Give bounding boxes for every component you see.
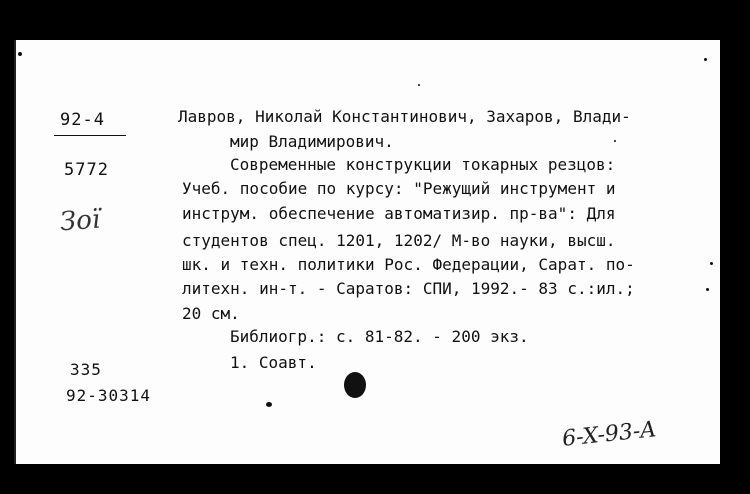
scan-speck	[18, 52, 22, 56]
body-line-9: 20 см.	[182, 304, 240, 323]
body-line-6: студентов спец. 1201, 1202/ М-во науки, высш.	[182, 231, 616, 250]
scan-speck	[710, 262, 713, 265]
catalog-card	[14, 40, 720, 464]
scan-speck	[614, 140, 616, 142]
body-line-10: Библиогр.: с. 81-82. - 200 экз.	[230, 327, 529, 346]
body-line-4: Учеб. пособие по курсу: "Режущий инструмент и	[182, 179, 616, 198]
scan-speck	[266, 402, 272, 407]
bottom-code-1: 335	[70, 360, 102, 379]
body-line-5: инструм. обеспечение автоматизир. пр-ва": Для	[182, 204, 616, 223]
scan-speck	[704, 58, 707, 61]
scan-speck	[418, 84, 420, 86]
call-number-divider	[54, 135, 126, 136]
scan-speck	[344, 372, 366, 398]
call-number-2: 5772	[64, 160, 109, 180]
body-line-3: Современные конструкции токарных резцов:	[230, 155, 616, 174]
handwritten-date: 6-X-93-A	[560, 417, 658, 452]
body-line-2: мир Владимирович.	[230, 132, 394, 151]
body-line-11: 1. Соавт.	[230, 353, 317, 372]
call-number-1: 92-4	[60, 110, 105, 130]
bottom-code-2: 92-30314	[66, 386, 152, 405]
scan-speck	[706, 288, 709, 291]
body-line-1: Лавров, Николай Константинович, Захаров, Влади-	[178, 107, 631, 126]
handwritten-shelf-mark: Зої	[59, 204, 102, 238]
body-line-7: шк. и техн. политики Рос. Федерации, Сарат. по-	[182, 255, 635, 274]
body-line-8: литехн. ин-т. - Саратов: СПИ, 1992.- 83 с.:ил.;	[182, 279, 635, 298]
